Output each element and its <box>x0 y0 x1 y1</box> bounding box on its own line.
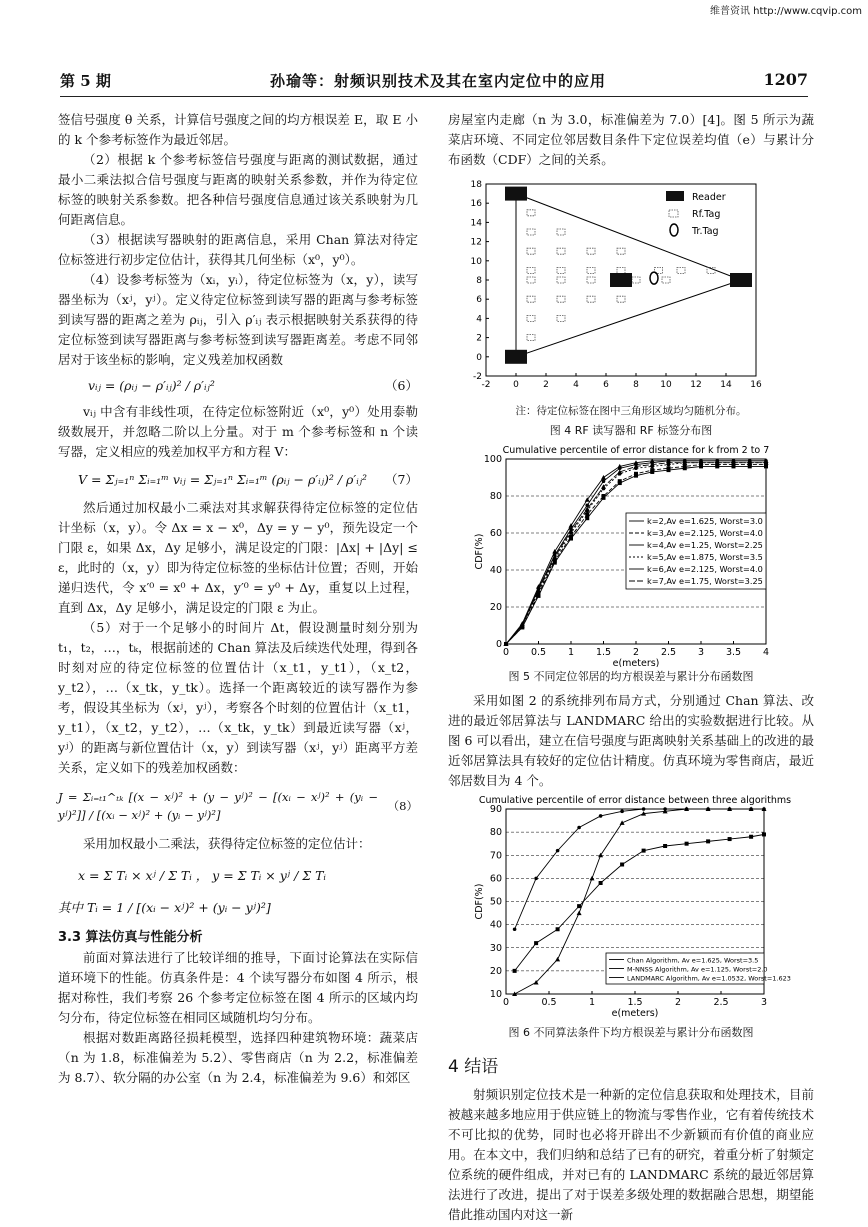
x-tick-label: 3.5 <box>725 647 742 658</box>
paragraph: 射频识别定位技术是一种新的定位信息获取和处理技术，目前被越来越多地应用于供应链上的物流与零售作业，它有着传统技术不可比拟的优势，同时也必将开辟出不少新颖而有价值的商业应用。在本文中，我们归纳和总结了已有的研究，着重分析了射频定位系统的硬件组成，并对已有的 LANDMARC 系统的最近邻居算法进行了改进，提出了对于误差多级处理的数据融合思想，期望能借此推动国内对这一新 <box>448 1087 814 1222</box>
data-point <box>602 496 606 500</box>
paragraph: 采用加权最小二乘法，获得待定位标签的定位估计： <box>83 836 371 851</box>
y-tick-label: 90 <box>489 804 502 815</box>
legend-label: k=6,Av e=2.125, Worst=4.0 <box>647 564 763 574</box>
data-point <box>556 849 560 853</box>
x-tick-label: 14 <box>720 380 732 390</box>
y-tick-label: 80 <box>489 827 502 839</box>
chart-title: Cumulative percentile of error distance for k from 2 to 7 <box>502 445 770 456</box>
data-point <box>749 835 753 839</box>
x-tick-label: 2 <box>543 380 549 390</box>
x-tick-label: 10 <box>660 380 672 390</box>
x-tick-label: 16 <box>750 380 762 390</box>
x-tick-label: 4 <box>762 647 770 658</box>
paragraph: （4）设参考标签为（xᵢ，yᵢ），待定位标签为（x，y），读写器坐标为（xʲ，yʲ）。定义待定位标签到读写器的距离与参考标签到读写器的距离之差为 ρᵢⱼ，引入 ρ′ᵢⱼ 表示根据映射关系获得的待定位标签到读写器距离与参考标签到读写器距离差。考虑不同邻居对于该坐标的影响，定义残差加权函数 <box>58 272 418 367</box>
data-point <box>642 849 646 853</box>
legend-label: M-NNSS Algorithm, Av e=1.125, Worst=2.0 <box>627 965 768 974</box>
paragraph: （5）对于一个足够小的时间片 Δt，假设测量时刻分别为 t₁，t₂，…，tₖ，根据前述的 Chan 算法及后续迭代处理，得到各时刻对应的待定位标签的位置估计（x_t1，y_t1），（x_t2，y_t2），…（x_tk，y_tk）。选择一个距离较近的读写器作为参考，假设其坐标为（xʲ，yʲ），考察各个时刻的位置估计（x_t1，y_t1），（x_t2，y_t2），…（x_tk，y_tk）到最近读写器（xʲ，yʲ）的距离与新位置估计（x，y）到读写器（xʲ，yʲ）距离平方差关系，定义如下的残差加权函数： <box>58 620 418 775</box>
paragraph: vᵢⱼ 中含有非线性项，在待定位标签附近（x⁰，y⁰）处用泰勒级数展开，并忽略二阶以上分量。对于 m 个参考标签和 n 个读写器，定义相应的残差加权平方和方程 V： <box>58 404 418 459</box>
equation-6 <box>88 376 418 396</box>
data-point <box>577 826 581 830</box>
data-point <box>634 474 638 478</box>
y-tick-label: 40 <box>489 919 502 931</box>
figure-4-caption: 图 4 RF 读写器和 RF 标签分布图 <box>549 424 713 437</box>
y-tick-label: 20 <box>489 965 502 977</box>
data-point <box>577 904 581 908</box>
equation-body: vᵢⱼ = (ρᵢⱼ − ρ′ᵢⱼ)² / ρ′ᵢⱼ² <box>88 378 215 393</box>
x-tick-label: 8 <box>633 380 639 390</box>
running-header <box>60 70 808 97</box>
y-tick-label: 20 <box>489 602 502 613</box>
y-tick-label: 12 <box>470 237 482 248</box>
equation-8 <box>58 788 418 824</box>
issue-number: 第 5 期 <box>60 72 111 90</box>
legend-label: Reader <box>692 192 726 203</box>
watermark: 维普资讯 http://www.cqvip.com <box>709 6 862 17</box>
equation-body: 其中 Tᵢ = 1 / [(xᵢ − xʲ)² + (yᵢ − yʲ)²] <box>58 900 271 915</box>
x-axis-label: e(meters) <box>612 658 660 667</box>
section-heading: 4 结语 <box>448 1057 499 1077</box>
reader-marker <box>505 350 527 364</box>
section-heading: 3.3 算法仿真与性能分析 <box>58 930 203 945</box>
y-tick-label: 6 <box>476 295 482 306</box>
legend-reader-swatch <box>666 191 684 201</box>
reader-marker <box>610 273 632 287</box>
paragraph: 前面对算法进行了比较详细的推导，下面讨论算法在实际信道环境下的性能。仿真条件是：4 个读写器分布如图 4 所示，根据对称性，我们考察 26 个参考定位标签在图 4 所示的区域内均匀分布，待定位标签在相同区域随机均匀分布。 <box>58 950 418 1025</box>
data-point <box>762 832 766 836</box>
data-point <box>642 807 646 811</box>
data-point <box>513 969 517 973</box>
legend-label: Chan Algorithm, Av e=1.625, Worst=3.5 <box>627 956 759 965</box>
x-tick-label: 4 <box>573 380 579 390</box>
y-tick-label: 14 <box>470 218 482 229</box>
equation-number: （7） <box>385 472 418 487</box>
x-tick-label: 3 <box>697 647 705 658</box>
data-point <box>534 877 538 881</box>
x-tick-label: 0.5 <box>530 647 547 658</box>
legend-label: k=5,Av e=1.875, Worst=3.5 <box>647 552 763 562</box>
legend-label: Rf.Tag <box>692 209 721 220</box>
chart-title: Cumulative percentile of error distance between three algorithms <box>478 795 792 806</box>
x-tick-label: 1 <box>567 647 575 658</box>
data-point <box>618 481 622 485</box>
data-point <box>620 863 624 867</box>
figure-4-layout-chart <box>448 176 814 401</box>
y-tick-label: 8 <box>476 276 482 286</box>
data-point <box>534 941 538 945</box>
data-point <box>715 464 719 468</box>
x-tick-label: 6 <box>603 380 609 390</box>
x-tick-label: 3 <box>760 997 768 1008</box>
figure-4-note: 注：待定位标签在图中三角形区域均匀随机分布。 <box>515 405 747 417</box>
data-point <box>537 594 541 598</box>
y-tick-label: 18 <box>470 180 482 190</box>
y-tick-label: 30 <box>489 942 502 954</box>
y-tick-label: 10 <box>489 989 502 1000</box>
x-tick-label: 2 <box>674 997 682 1008</box>
figure-5-cdf-chart <box>448 445 814 667</box>
data-point <box>728 837 732 841</box>
figure-5-caption: 图 5 不同定位邻居的均方根误差与累计分布函数图 <box>508 670 754 683</box>
y-tick-label: 60 <box>489 528 502 539</box>
data-point <box>620 810 624 814</box>
x-tick-label: 2.5 <box>713 997 729 1008</box>
y-tick-label: 4 <box>476 314 482 325</box>
paragraph: （2）根据 k 个参考标签信号强度与距离的测试数据，通过最小二乘法拟合信号强度与距离的映射关系参数，并作为待定位标签的映射关系参数。把各种信号强度信息通过该关系映射为几何距离信息。 <box>58 152 418 227</box>
equation-number: （8） <box>387 799 418 813</box>
equation-7 <box>78 470 418 490</box>
y-tick-label: 70 <box>489 850 502 862</box>
y-tick-label: 0 <box>495 639 502 650</box>
data-point <box>706 839 710 843</box>
running-title: 孙瑜等：射频识别技术及其在室内定位中的应用 <box>270 72 607 90</box>
x-tick-label: 0.5 <box>541 997 557 1008</box>
figure-6-caption: 图 6 不同算法条件下均方根误差与累计分布函数图 <box>508 1026 754 1039</box>
figure-6-cdf-chart <box>448 795 814 1023</box>
data-point <box>553 561 557 565</box>
legend-label: k=3,Av e=2.125, Worst=4.0 <box>647 528 763 538</box>
x-tick-label: 12 <box>690 380 702 390</box>
equation-body: x = Σ Tᵢ × xʲ / Σ Tᵢ ， y = Σ Tᵢ × yʲ / Σ Tᵢ <box>78 868 326 883</box>
x-tick-label: 1.5 <box>627 997 643 1008</box>
equation-body: V = Σⱼ₌₁ⁿ Σᵢ₌₁ᵐ vᵢⱼ = Σⱼ₌₁ⁿ Σᵢ₌₁ᵐ (ρᵢⱼ − ρ′ᵢⱼ)² / ρ′ᵢⱼ² <box>78 472 368 487</box>
legend-label: k=4,Av e=1.25, Worst=2.25 <box>647 540 763 550</box>
data-point <box>569 537 573 541</box>
y-tick-label: 100 <box>483 454 502 465</box>
data-point <box>599 814 603 818</box>
y-tick-label: -2 <box>473 372 482 382</box>
equation-number: （6） <box>385 378 418 393</box>
right-column <box>448 110 814 1225</box>
data-point <box>732 464 736 468</box>
x-tick-label: 0 <box>513 380 519 390</box>
data-point <box>699 464 703 468</box>
equation-9 <box>78 866 418 886</box>
equation-body: J = Σᵢ₌ₜ₁^ₜₖ [(x − xʲ)² + (y − yʲ)² − [(xᵢ − xʲ)² + (yᵢ − yʲ)²]] / [(xᵢ − xʲ)² + (yᵢ − yʲ)²] <box>58 790 378 822</box>
y-tick-label: 40 <box>489 565 502 576</box>
data-point <box>513 927 517 931</box>
y-tick-label: 60 <box>489 873 502 885</box>
paragraph: 房屋室内走廊（n 为 3.0，标准偏差为 7.0）[4]。图 5 所示为蔬菜店环境、不同定位邻居数目条件下定位误差均值（e）与累计分布函数（CDF）之间的关系。 <box>448 112 814 167</box>
data-point <box>667 468 671 472</box>
data-point <box>599 881 603 885</box>
x-tick-label: 0 <box>502 647 510 658</box>
y-tick-label: 16 <box>470 199 482 210</box>
data-point <box>650 470 654 474</box>
paragraph: 签信号强度 θ 关系，计算信号强度之间的均方根误差 E，取 E 小的 k 个参考标签作为最近邻居。 <box>58 112 418 147</box>
x-tick-label: -2 <box>481 380 491 390</box>
y-tick-label: 2 <box>476 333 482 344</box>
data-point <box>748 464 752 468</box>
paragraph: （3）根据读写器映射的距离信息，采用 Chan 算法对待定位标签进行初步定位估计，获得其几何坐标（x⁰，y⁰）。 <box>58 232 418 267</box>
y-tick-label: 50 <box>489 896 502 908</box>
x-tick-label: 1 <box>588 997 596 1008</box>
x-tick-label: 2 <box>632 647 640 658</box>
legend-label: k=2,Av e=1.625, Worst=3.0 <box>647 516 763 526</box>
x-tick-label: 1.5 <box>595 647 612 658</box>
data-point <box>683 466 687 470</box>
x-tick-label: 2.5 <box>660 647 677 658</box>
paragraph: 根据对数距离路径损耗模型，选择四种建筑物环境：蔬菜店（n 为 1.8，标准偏差为 5.2）、零售商店（n 为 2.2，标准偏差为 8.7）、软分隔的办公室（n 为 2.4，标准偏差为 9.6）和郊区 <box>58 1030 418 1085</box>
data-point <box>556 927 560 931</box>
y-tick-label: 0 <box>476 352 482 363</box>
paragraph: 采用如图 2 的系统排列布局方式，分别通过 Chan 算法、改进的最近邻居算法与 LANDMARC 给出的实验数据进行比较。从图 6 可以看出，建立在信号强度与距离映射关系基础上的改进的最近邻居算法具有较好的定位估计精度。仿真环境为零售商店，最近邻居数目为 4 个。 <box>448 693 814 788</box>
y-axis-label: CDF(%) <box>474 883 485 920</box>
y-axis-label: CDF(%) <box>474 533 485 570</box>
data-point <box>764 464 768 468</box>
reader-marker <box>730 273 752 287</box>
page-number: 1207 <box>763 70 808 89</box>
legend-label: LANDMARC Algorithm, Av e=1.0532, Worst=1.623 <box>627 974 791 983</box>
legend-label: k=7,Av e=1.75, Worst=3.25 <box>647 576 763 586</box>
left-column <box>58 110 418 1088</box>
equation-10 <box>58 898 418 918</box>
y-tick-label: 10 <box>470 256 482 267</box>
data-point <box>585 516 589 520</box>
y-tick-label: 80 <box>489 491 502 502</box>
paragraph: 然后通过加权最小二乘法对其求解获得待定位标签的定位估计坐标（x，y）。令 Δx = x − x⁰，Δy = y − y⁰，预先设定一个门限 ε，如果 Δx，Δy 足够小，满足设定的门限：|Δx| + |Δy| ≤ ε，此时的（x，y）即为待定位标签的坐标估计位置；否则，开始递归迭代，令 x′⁰ = x⁰ + Δx，y′⁰ = y⁰ + Δy，重复以上过程，直到 Δx，Δy 足够小，满足设定的门限 ε 为止。 <box>58 500 418 615</box>
x-tick-label: 0 <box>502 997 510 1008</box>
reader-marker <box>505 187 527 201</box>
legend-label: Tr.Tag <box>692 226 719 237</box>
data-point <box>685 842 689 846</box>
data-point <box>663 844 667 848</box>
x-axis-label: e(meters) <box>611 1008 659 1019</box>
